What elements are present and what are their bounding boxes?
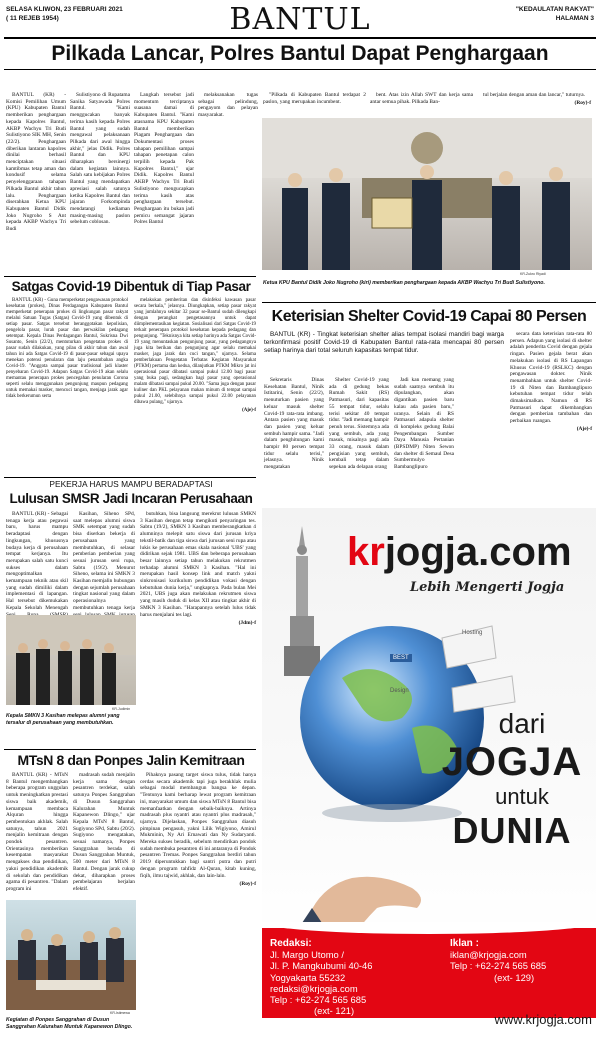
lead-column-6: bent. Atas izin Allah SWT dan kerja sama antar semua pihak. Pilkada Ban- bbox=[370, 92, 473, 105]
hand-icon bbox=[292, 808, 432, 938]
ad-line-untuk: untuk bbox=[495, 784, 549, 809]
redaksi-line: Yogyakarta 55232 bbox=[270, 971, 346, 983]
iklan-block bbox=[450, 938, 590, 983]
satgas-column-2: melakukan pemberitan dan disinfeksi kawasan pasar secara berkala," jelasnya. Diungkapkan, setiap pasar rakyat yang jumlahnya sekitar 32 pasar se-Bantul sudah dilengkapi dengan perangkat pengetasannya untuk dapat diimplementasikan kegiatan. Sosialisasi dari Satgas Covid-19 terkait penerapan protokol kesehatan kepada pedagang dan pengunjung. "Teknisnya kita setiap harinya ada Satgas Covid-19 yang menuntaskan pengunjung pasar, yang pedagangnya juga kita berikan dan pengunjung agar selalu memakai masker, jaga jarak dan cuci tangan," ujarnya. Selama pemberlakuan Pengetatan Terbatas Kegiatan Masyarakat (PTKM) pertama dan kedua, dilanjutkan PTKM Mikro jat ini operasional pasar dibatasi sampai pukul 12.00 bagi pasar yang buka pagi, sedangkan bagi pasar yang operasional malam dibatasi sampai pukul 20.00. "Sama juga dengan pasar kuliner dan PKL pelayanan makan minum di tempat sampai pukul 21.00, selebihnya sampai pukul 22.00 pelayanan dibawa pulang," ujarnya. (Aje)-f bbox=[134, 298, 256, 413]
shelter-sign: (Aje)-f bbox=[576, 426, 592, 433]
redaksi-line: Jl. P. Mangkubumi 40-46 bbox=[270, 960, 373, 972]
smsr-headline: Lulusan SMSR Jadi Incaran Perusahaan bbox=[9, 491, 253, 506]
redaksi-title: Redaksi: bbox=[270, 938, 312, 949]
iklan-title: Iklan : bbox=[450, 938, 479, 949]
ad-tag-best: BEST bbox=[390, 654, 412, 662]
redaksi-email[interactable]: redaksi@krjogja.com bbox=[270, 982, 358, 994]
issue-date: SELASA KLIWON, 23 FEBRUARI 2021 bbox=[6, 6, 123, 13]
redaksi-line: Jl. Margo Utomo / bbox=[270, 949, 344, 961]
newspaper-tagline: "KEDAULATAN RAKYAT" bbox=[515, 6, 594, 13]
mtsn-column-2: madrasah sudah menjalin kerja sama dengan pesantren terdekat, salah satunya Ponpes Sanggrahan di Dusun Sanggrahan Kalurahan Muntuk Kapanewon Dlingo," ujar Kepala MTsN 8 Bantul, Sugiyono SPd, Sabtu (20/2). Sugiyono mengatakan, sesuai namanya, Ponpes Sanggrahan berada di Dusun Sanggrahan Muntuk, 500 meter dari MTsN 8 Bantul. Dengan jarak cukup dekat, diharapkan proses pembelajaran berjalan efektif. bbox=[73, 772, 135, 892]
satgas-column-1: BANTUL (KR) - Guna memperketat pengawasan protokol kesehatan (prokes), Dinas Perdagangan Kabupaten Bantul memperketat penerapan prokes di lingkungan pasar rakyat melalui Satuan Tugas (Satgas) Covid-19 yang dibentuk di setiap pasar. Satgas tersebut beranggotakan kepolisian, pengelola pasar, lurah pasar dan perwakilan pedagang setempat. Kepala Dinas Perdagangan Bantul, Sukrisna Dwi Susanto, Senin (22/2), mentuturkan pengetatan prokes di pasar sudah dilakukan, yang pilau di akhir tahun dan awal tahun ini ada Satgas Covid-19 di pasar-pasar sebagai upaya menekan potensi penularan dan laju penambahan angka Covid-19. "Anggota sampai pasar tradisional jadi klaster penyebaran Covid-19. Adapun Satgas Covid-19 akan selalu memantau penerapan prokes pencegahan penularan Corona seperti selalu menggunakan pengunjung maupun pedagang untuk memakai masker, mencuci tangan, menjaga jarak agar tidak berkerumun serta bbox=[6, 298, 128, 399]
iklan-line: Telp : +62-274 565 685 bbox=[450, 960, 547, 972]
redaksi-line: Telp : +62-274 565 685 bbox=[270, 994, 367, 1006]
ad-line-dunia: DUNIA bbox=[452, 810, 572, 851]
mtsn-photo-credit: KR-Istimewa bbox=[110, 1011, 130, 1015]
masthead-rule bbox=[4, 37, 596, 39]
redaksi-block bbox=[270, 938, 440, 1016]
smsr-rule bbox=[4, 477, 256, 478]
ad-slogan: Lebih Mengerti Jogja bbox=[410, 580, 565, 595]
lead-column-5: "Pilkada di Kabupaten Bantul terdapat 2 paslon, yang merupakan incumbent. bbox=[263, 92, 366, 105]
smsr-kicker: PEKERJA HARUS MAMPU BERADAPTASI bbox=[49, 479, 213, 489]
lead-column-4: melaksanakan tugas sebagai pelindung, pengayom dan pelayan masyarakat. bbox=[198, 92, 258, 119]
ad-tag-hosting: Hosting bbox=[462, 630, 483, 636]
ad-line-dari: dari bbox=[498, 708, 546, 739]
shelter-column-2: Shelter Covid-19 yang ada di gedung bekas Rumah Sakit (RS) Patmasuri, dari kapasitas 55 tempat tidur, selalu terisi sekitar 40 tempat tidur. "Jadi memang hampir penuh terus. Sistemnya ada yang sembuh, ada yang masuk, misalnya pagi ada 33 orang, masuk dalam pengisian yang sembuh, kembali tetap dalam sepekan ada delapan orang bbox=[329, 377, 389, 471]
krjogja-logo bbox=[347, 530, 572, 574]
lead-column-3: Langkah tersebut jadi momentum terciptanya suasana damai di Kabupaten Bantul. "Kami atasnama KPU Kabupaten Bantul memberikan Piagam Penghargaan dan Dokumentasi proses tahapan pemilihan sampai tahapan penetapan calon terpilih kepada Pak Kapolres Bantul," ujar Didik. Kapolres Bantul AKBP Wachyu Tri Budi Sulistiyono mengucapkan terima kasih atas penghargaan tersebut. Penghargaan itu bukan jadi pemicu semangat jajaran Polres Bantul bbox=[134, 92, 194, 226]
hijri-date: ( 11 REJEB 1954) bbox=[6, 15, 59, 22]
smsr-column-3: butuhkan, bisa langsung merekrut lulusan SMKN 3 Kasihan dengan tetap mengikuti penyaringan tes. Sabtu (19/2), SMKN 3 Kasihan memberangkatkan 4 alumninya melepit satu siswa dari jurusan kriya tekstil-batik dan tiga siswa dari jurusan seni rupa atau lukis ke perusahaan emas skala nasional 'UBS' yang didirikan sejak 1981. UBS dan beberapa perusahaan besar lainnya setiap tahun melakukan rekrutmen terhadap alumni SMKN 3 Kasihan. "Hal ini merupakan hasil konsep link and match yakni sinkronisasi kurikulum pendidikan vokasi dengan kebutuhan dunia kerja," ungkapnya. Pada bulan Mei 2021, UBS juga akan melakukan rekrutmen siswa yang masih duduk di kelas XII atau tingkat akhir di SMKN 3 Kasihan. "Harapannya setelah lulus tidak harus menjalani tes lagi. (Jdm)-f bbox=[140, 511, 256, 626]
iklan-line: (ext- 129) bbox=[494, 971, 535, 983]
satgas-rule bbox=[4, 276, 256, 277]
mtsn-column-3: Pihaknya pasang target siswa tulus, tidak hanya cerdas secara akademik tapi juga berakhlak mulia sebagai modal membangun bangsa ke depan. "Tentunya kami berharap lewat program kemitraan ini, masyarakat umum dan siswa MTsN 8 Bantul bisa memanfaatkan dengan sebaik-baiknya. Artinya madrasah plus nyantri atau nyantri plus madrasah," ujarnya. Dijelaskan, Ponpes Sanggrahan diasuh pimpinan pengasuh, yakni Lilik Wigiyono, Amirul Mukminin, Ny Ari Ernawati dan Ny Sudaryanti. Mereka sukses beradik, sebelum mendirikan pondok sudah membuka pesantren di ini antaranya di Pondok pesantren Tremas. Ponpes Sanggrahan berdiri tahun 2019 diperuntukkan bagi santri putra dan putri dengan program tahfidz Al-Quran, kitab kuning, fiqih, ilmu tajwid, akhlak, dan lain-lain. (Roy)-f bbox=[140, 772, 256, 887]
ad-tag-design: Design bbox=[390, 688, 409, 694]
page-number: HALAMAN 3 bbox=[555, 15, 594, 22]
logo-kr: kr bbox=[347, 530, 385, 574]
lead-column-2: Sulistiyono di Rupatama Sanika Satyawada Polres Bantul. "Kami menggucakan banyak terima kasih kepada Polres Bantul yang sudah mengawal pelaksanaan Pilkada dari awal hingga akhir," jelas Didik. Polres Bantul dan KPU diharapkan bersinergi dalam kegiatan lainnya. Salah satu kebijakan Polres Bantul yang mendapatkan apresiasi salah satunya ketika Kapolres Bantul dan jajaran Forkompinda mendatangi kediaman masing-masing paslon sebelum coblosan. bbox=[70, 92, 130, 226]
ad-line-jogja: JOGJA bbox=[441, 740, 583, 784]
shelter-column-3: Jadi kan memang yang sudah saatnya sembuh itu dipulangkan, akan digantikan pasien baru kalau ada pasien baru," uranya. Selain di RS Patmasuri adapula shelter di kompleks gedung Balai Pengembangan Sumber Daya Manusia Pertanian (BPSDMP) Niten Sewon dan shelter di Semaul Desa Sumbermulyo Bambanglipuro bbox=[394, 377, 454, 471]
mtsn-caption: Kegiatan di Ponpes Sanggrahan di Dusun Sanggrahan Kalurahan Muntuk Kapanewon Dlingo. bbox=[6, 1017, 133, 1030]
krjogja-advertisement[interactable] bbox=[262, 508, 596, 1042]
lead-column-1: BANTUL (KR) - Komisi Pemilihan Umum (KPU) Kabupaten Bantul memberikan penghargaan kepada Kapolres Bantul, AKBP Wachyu Tri Budi Sulistiyono SIK MH, Senin (22/2). Penghargaan diberikan lantaran kapolres dinilai berhasil menciptakan situasi kamtibmas tetap aman dan kondusif selama penyelenggaraan tahapan Pilkada Bantul akhir tahun lalu. Penghargaan diserahkan Ketua KPU Kabupaten Bantul Didik Joko Nugroho S Ant kepada AKBP Wachyu Tri Budi bbox=[6, 92, 66, 233]
mtsn-photo bbox=[6, 900, 136, 1010]
shelter-column-1: Sekretaris Dinas Kesehatan Bantul, Ninik Istitarini, Senin (22/2), menuturkan pasien yang keluar masuk shelter Covid-19 rata-rata imbang. Antara pasien yang masuk dan pasien yang keluar sembuh hampir sama. "Jadi dalam penghitungan kami hampir 80 persen tempat tidur selalu terisi," jelasnya. Ninik mengatakan bbox=[264, 377, 324, 471]
lead-caption: Ketua KPU Bantul Didik Joko Nugroho (kiri) memberikan penghargaan kepada AKBP Wachyu Tri Budi Sulistiyono. bbox=[263, 280, 545, 286]
lead-headline: Pilkada Lancar, Polres Bantul Dapat Penghargaan bbox=[51, 42, 549, 65]
shelter-headline: Keterisian Shelter Covid-19 Capai 80 Persen bbox=[271, 308, 587, 325]
smsr-caption: Kepala SMKN 3 Kasihan melepas alumni yang tersalur di perusahaan yang membutuhkan. bbox=[6, 713, 120, 726]
lead-column-7: tul berjalan dengan aman dan lancar," tuturnya. (Roy)-f bbox=[477, 92, 591, 122]
logo-rest: jogja.com bbox=[384, 530, 572, 574]
mtsn-headline: MTsN 8 dan Ponpes Jalin Kemitraan bbox=[17, 752, 245, 768]
lead-rule bbox=[4, 69, 596, 70]
smsr-column-2: Kasihan, Siheno SPd, saat melepas alumni siswa SMK setempat yang sudah bisa diserkan bekerja di perusahaan yang membutuhkan, di selasar pemberian pemberian yang sesuai jurusan seni rupa, Sabtu (19/2). Menurut Siheno, selama ini SMKN 3 Kasihan memjalin hubungan dengan sejumlah perusahaan tingkat nasional yang dalam operasionalnya membutuhkan tenaga kerja bbox=[73, 511, 135, 611]
satgas-sign: (Aje)-f bbox=[242, 407, 256, 413]
smsr-column-1: BANTUL (KR) - Sebagai tenaga kerja atau pegawai baru, harus mampu beradaptasi dengan lingkungan, khususnya budaya kerja di perusahaan tempat kerjanya. Itu merupakan salah satu kunci sukses dalam mengoptimalkan kemampuan teknik atau skil yang sudah dimiliki dalam implementasi di lapangan. Hal tersebut dikemukakan Kepala Sekolah Menengah bbox=[6, 511, 68, 611]
lead-sign: (Roy)-f bbox=[574, 100, 591, 107]
iklan-email[interactable]: iklan@krjogja.com bbox=[450, 949, 527, 961]
smsr-photo-credit: KR-Judimin bbox=[112, 707, 131, 711]
redaksi-line: (ext- 121) bbox=[314, 1005, 355, 1017]
smsr-photo bbox=[6, 615, 136, 705]
newspaper-section-name: BANTUL bbox=[229, 2, 371, 37]
mtsn-column-1: BANTUL (KR) - MTsN 8 Bantul mengembangkan beberapa program unggulan untuk meningkatkan prestasi siswa baik akademik, kemampuan membaca Alquran hingga pembentukan akhlak. Salah satunya, tahun 2021 menjalin kemitraan dengan pondok pesantren. Orientasinya memberikan kesempatan masyarakat mengakses dua pendidikan, yakni pendidikan akademik di sekolah dan pendidikan agama di pesantren. "Dalam program ini bbox=[6, 772, 68, 892]
smsr-sign: (Jdm)-f bbox=[238, 619, 256, 626]
shelter-lead: BANTUL (KR) - Tingkat keterisian shelter alias tempat isolasi mandiri bagi warga terkonfirmasi positif Covid-19 di Kabupaten Bantul rata-rata mencapai 80 persen setiap harinya dari total seluruh kapasitas tempat tidur. bbox=[264, 331, 504, 355]
ad-url-link[interactable]: www.krjogja.com bbox=[494, 1012, 592, 1027]
shelter-rule bbox=[262, 302, 596, 303]
mtsn-rule bbox=[4, 749, 256, 750]
mtsn-sign: (Roy)-f bbox=[239, 880, 256, 887]
lead-photo bbox=[262, 118, 592, 270]
shelter-column-4: secara data keterisian rata-rata 80 persen. Adapun yang isolasi di shelter adalah penderita Covid dengan gejala ringan. Pasien gejala berat akan melakukan isolasi di RS Lapangan Khusus Covid-19 (RSLKC) dengan pengawasan dokter. Ninik menambahkan untuk shelter Covid-19 di Niten dan Bambanglipuro kebutuhan tempat tidur telah dimaksimalkan. Namun di RS Patmasuri dapat dikembangkan dengan pemberian tambahan dan perbaikan ruangan. (Aje)-f bbox=[510, 331, 592, 433]
satgas-headline: Satgas Covid-19 Dibentuk di Tiap Pasar bbox=[11, 279, 251, 294]
lead-photo-credit: KR-Zukro Riyadi bbox=[520, 272, 546, 276]
